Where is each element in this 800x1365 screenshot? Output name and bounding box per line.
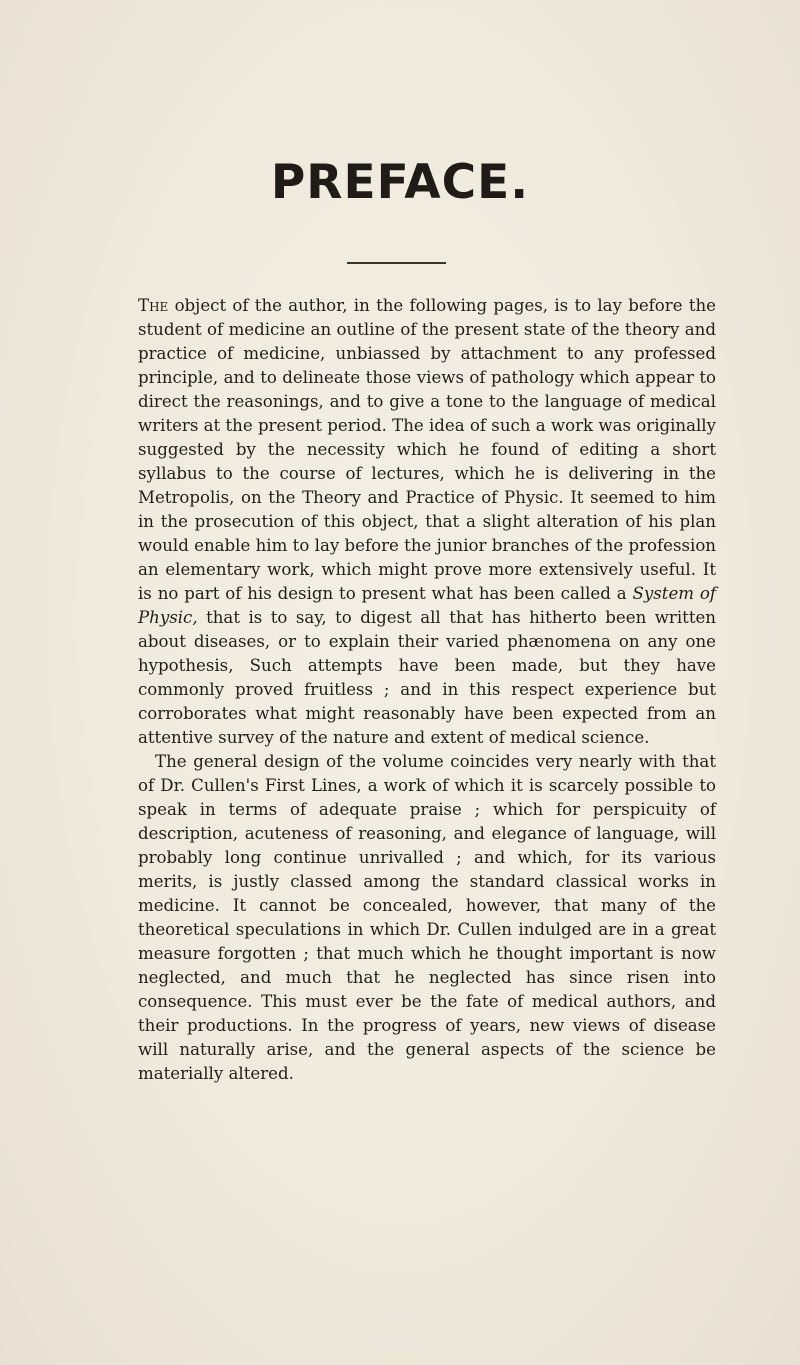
paragraph-1 — [138, 294, 716, 750]
preface-body — [138, 294, 716, 1086]
paragraph-1-text-b: that is to say, to digest all that has hitherto been written about diseases, or to explain their varied phænomena on any one hypothesis, Such attempts have been made, but they have commonly proved fruitless ; and in this respect experience but corroborates what might reasonably have been expected from an attentive survey of the nature and extent of medical science. — [138, 608, 716, 747]
heading-rule — [347, 262, 446, 264]
paragraph-2: The general design of the volume coincides very nearly with that of Dr. Cullen's First Lines, a work of which it is scarcely possible to speak in terms of adequate praise ; which for perspicuity of description, acuteness of reasoning, and elegance of language, will probably long continue unrivalled ; and which, for its various merits, is justly classed among the standard classical works in medicine. It cannot be concealed, however, that many of the theoretical speculations in which Dr. Cullen indulged are in a great measure forgotten ; that much which he thought important is now neglected, and much that he neglected has since risen into consequence. This must ever be the fate of medical authors, and their productions. In the progress of years, new views of disease will naturally arise, and the general aspects of the science be materially altered. — [138, 752, 716, 1083]
paragraph-1-italic: System of Physic, — [138, 584, 716, 627]
page-heading: PREFACE. — [270, 155, 530, 210]
paragraph-1-lead: The — [138, 296, 169, 315]
paragraph-1-text-a: object of the author, in the following pages, is to lay before the student of medicine an outline of the present state of the theory and practice of medicine, unbiassed by attachment to any professed principle, and to delineate those views of pathology which appear to direct the reasonings, and to give a tone to the language of medical writers at the present period. The idea of such a work was originally suggested by the necessity which he found of editing a short syllabus to the course of lectures, which he is delivering in the Metropolis, on the Theory and Practice of Physic. It seemed to him in the prosecution of this object, that a slight alteration of his plan would enable him to lay before the junior branches of the profession an elementary work, which might prove more extensively useful. It is no part of his design to present what has been called a — [138, 296, 716, 603]
